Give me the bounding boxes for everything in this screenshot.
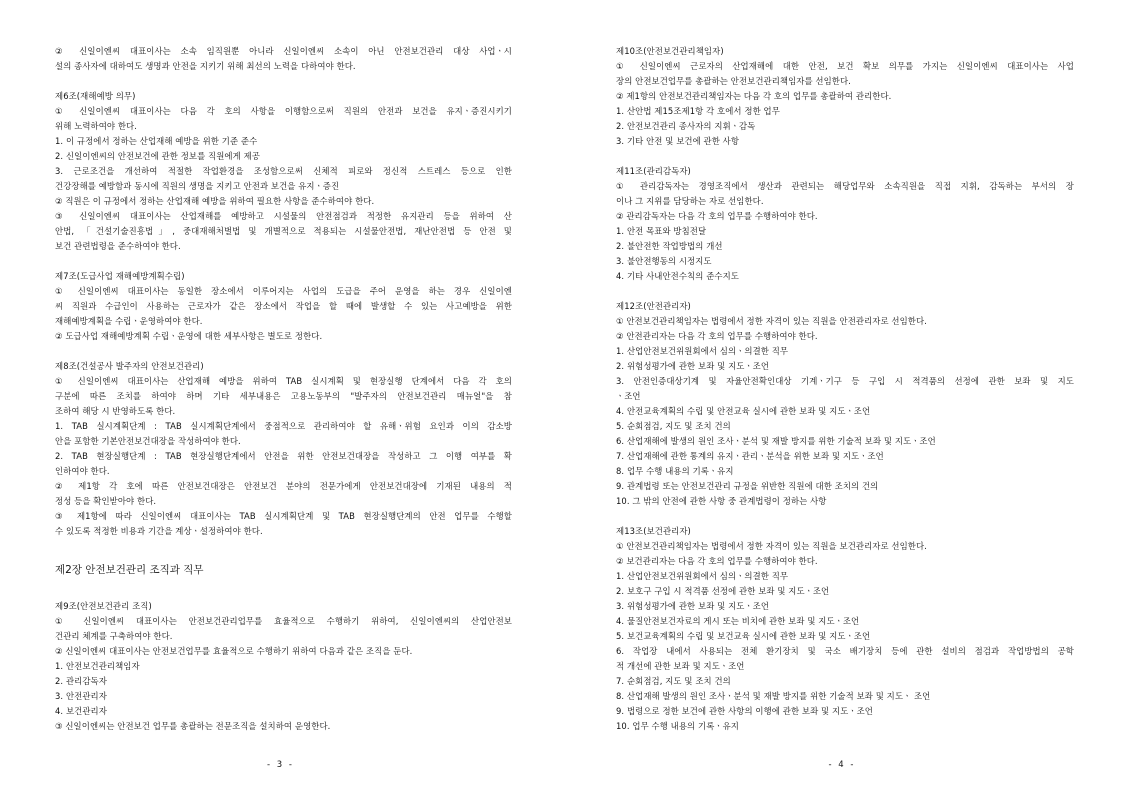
text-line: 인하여야 한다. — [55, 466, 110, 476]
text-line: 1. 산안법 제15조제1항 각 호에서 정한 업무 — [616, 106, 780, 116]
article-block — [55, 359, 512, 539]
text-line: 9. 법령으로 정한 보건에 관한 사항의 이행에 관한 보좌 및 지도ㆍ조언 — [616, 706, 873, 716]
text-line: 3. 안전인증대상기계 및 자율안전확인대상 기계ㆍ기구 등 구입 시 적격품의 선정에 관한 보좌 및 지도 — [616, 376, 1074, 386]
paragraph-gap — [55, 74, 512, 89]
text-line: 8. 업무 수행 내용의 기록ㆍ유지 — [616, 466, 734, 476]
text-line: ① 신일이엔씨 근로자의 산업재해에 대한 안전, 보건 확보 의무를 가지는 신일이엔씨 대표이사는 사업 — [616, 61, 1074, 71]
text-line: 2. 관리감독자 — [55, 676, 107, 686]
text-line: ① 신일이엔씨 대표이사는 안전보건관리업무를 효율적으로 수행하기 위하여, 신일이엔씨의 산업안전보 — [55, 616, 512, 626]
article-heading-line: 제11조(관리감독자) — [616, 166, 691, 176]
text-line: 1. TAB 실시계획단계 : TAB 실시계획단계에서 중점적으로 관리하여야 할 유해ㆍ위험 요인과 이의 감소방 — [55, 421, 512, 431]
text-line: 8. 산업재해 발생의 원인 조사ㆍ분석 및 재발 방지를 위한 기술적 보좌 및 지도ㆍ 조언 — [616, 691, 931, 701]
text-line: ① 신일이엔씨 대표이사는 산업재해 예방을 위하여 TAB 실시계획 및 현장실행 단계에서 다음 각 호의 — [55, 376, 512, 386]
text-line: 7. 산업재해에 관한 통계의 유지ㆍ관리ㆍ분석을 위한 보좌 및 지도ㆍ조언 — [616, 451, 884, 461]
text-line: ② 안전관리자는 다음 각 호의 업무를 수행하여야 한다. — [616, 331, 818, 341]
text-line: 2. 보호구 구입 시 적격품 선정에 관한 보좌 및 지도ㆍ조언 — [616, 586, 830, 596]
text-line: ② 직원은 이 규정에서 정하는 산업재해 예방을 위하여 필요한 사항을 준수하여야 한다. — [55, 196, 375, 206]
text-line: 3. 기타 안전 및 보건에 관한 사항 — [616, 136, 740, 146]
text-line: 4. 보건관리자 — [55, 706, 107, 716]
text-line: 3. 근로조건을 개선하여 적절한 작업환경을 조성함으로써 신체적 피로와 정신적 스트레스 등으로 인한 — [55, 166, 512, 176]
text-line: ① 신일이엔씨 대표이사는 동일한 장소에서 이루어지는 사업의 도급을 주어 운영을 하는 경우 신일이엔 — [55, 286, 512, 296]
text-line: 2. TAB 현장실행단계 : TAB 현장실행단계에서 안전을 위한 안전보건대장을 작성하고 그 이행 여부를 확 — [55, 451, 512, 461]
left-page-content — [55, 44, 512, 734]
text-line: 설의 종사자에 대하여도 생명과 안전을 지키기 위해 최선의 노력을 다하여야 한다. — [55, 61, 356, 71]
article-block — [616, 524, 1074, 734]
paragraph-gap — [55, 254, 512, 269]
article-block — [616, 299, 1074, 509]
text-line: 안법, 「건설기술진흥법」, 중대재해처벌법 및 개별적으로 적용되는 시설물안전법, 재난안전법 등 안전 및 — [55, 226, 512, 236]
text-line: 4. 안전교육계획의 수립 및 안전교육 실시에 관한 보좌 및 지도ㆍ조언 — [616, 406, 871, 416]
text-line: 5. 보건교육계획의 수립 및 보건교육 실시에 관한 보좌 및 지도ㆍ조언 — [616, 631, 871, 641]
paragraph-gap — [616, 509, 1074, 524]
article-block — [616, 44, 1074, 149]
text-line: ② 보건관리자는 다음 각 호의 업무를 수행하여야 한다. — [616, 556, 818, 566]
text-line: 조하여 해당 시 반영하도록 한다. — [55, 406, 176, 416]
text-line: 5. 순회점검, 지도 및 조치 건의 — [616, 421, 731, 431]
article-block — [55, 599, 512, 734]
article-heading-line: 제12조(안전관리자) — [616, 301, 691, 311]
paragraph-gap — [616, 149, 1074, 164]
text-line: 7. 순회점검, 지도 및 조치 건의 — [616, 676, 731, 686]
text-line: 정성 등을 확인받아야 한다. — [55, 496, 157, 506]
article-block — [55, 269, 512, 344]
right-page — [561, 0, 1123, 794]
text-line: 재해예방계획을 수립ㆍ운영하여야 한다. — [55, 316, 203, 326]
text-line: 1. 이 규정에서 정하는 산업재해 예방을 위한 기준 준수 — [55, 136, 258, 146]
text-line: 구분에 따른 조치를 하여야 하며 기타 세부내용은 고용노동부의 "발주자의 안전보건관리 매뉴얼"을 참 — [55, 391, 512, 401]
text-line: ② 제1항의 안전보건관리책임자는 다음 각 호의 업무를 총괄하여 관리한다. — [616, 91, 892, 101]
paragraph-gap — [55, 584, 512, 599]
paragraph-gap — [616, 284, 1074, 299]
article-heading-line: 제6조(재해예방 의무) — [55, 91, 136, 101]
text-line: 6. 산업재해에 발생의 원인 조사ㆍ분석 및 재발 방지를 위한 기술적 보좌 및 지도ㆍ조언 — [616, 436, 936, 446]
text-line: 4. 기타 사내안전수칙의 준수지도 — [616, 271, 739, 281]
text-line: ① 신일이엔씨 대표이사는 다음 각 호의 사항을 이행함으로써 직원의 안전과 보건을 유지ㆍ증진시키기 — [55, 106, 512, 116]
text-line: 위해 노력하여야 한다. — [55, 121, 137, 131]
text-line: 씨 직원과 수급인이 사용하는 근로자가 같은 장소에서 작업을 할 때에 발생할 수 있는 사고예방을 위한 — [55, 301, 512, 311]
paragraph-gap — [55, 539, 512, 554]
text-line: ③ 신일이엔씨는 안전보건 업무를 총괄하는 전문조직을 설치하여 운영한다. — [55, 721, 331, 731]
article-heading-line: 제13조(보건관리자) — [616, 526, 691, 536]
text-line: 3. 불안전행동의 시정지도 — [616, 256, 712, 266]
text-line: ③ 제1항에 따라 신일이엔씨 대표이사는 TAB 실시계획단계 및 TAB 현장실행단계의 안전 업무를 수행할 — [55, 511, 512, 521]
text-line: 1. 안전 목표와 방침전달 — [616, 226, 707, 236]
article-block — [55, 44, 512, 74]
article-heading-line: 제7조(도급사업 재해예방계획수립) — [55, 271, 185, 281]
right-page-content — [616, 44, 1074, 734]
article-heading-line: 제8조(건설공사 발주자의 안전보건관리) — [55, 361, 204, 371]
text-line: ㆍ조언 — [616, 391, 641, 401]
text-line: ② 관리감독자는 다음 각 호의 업무를 수행하여야 한다. — [616, 211, 818, 221]
text-line: 10. 업무 수행 내용의 기록ㆍ유지 — [616, 721, 739, 731]
article-block — [616, 164, 1074, 284]
text-line: 보건 관련법령을 준수하여야 한다. — [55, 241, 181, 251]
text-line: ① 안전보건관리책임자는 법령에서 정한 자격이 있는 직원을 안전관리자로 선임한다. — [616, 316, 927, 326]
text-line: ② 신일이엔씨 대표이사는 안전보건업무를 효율적으로 수행하기 위하여 다음과 같은 조직을 둔다. — [55, 646, 413, 656]
text-line: 제10조(안전보건관리책임자) — [616, 46, 724, 56]
article-heading-line: 제9조(안전보건관리 조직) — [55, 601, 152, 611]
text-line: 수 있도록 적정한 비용과 기간을 계상ㆍ설정하여야 한다. — [55, 526, 263, 536]
article-block — [55, 89, 512, 254]
text-line: 적 개선에 관한 보좌 및 지도ㆍ조언 — [616, 661, 745, 671]
text-line: 2. 불안전한 작업방법의 개선 — [616, 241, 723, 251]
text-line: ② 신일이엔씨 대표이사는 소속 임직원뿐 아니라 신일이엔씨 소속이 아닌 안전보건관리 대상 사업ㆍ시 — [55, 46, 512, 56]
text-line: 2. 신일이엔씨의 안전보건에 관한 정보를 직원에게 제공 — [55, 151, 260, 161]
text-line: 안을 포함한 기본안전보건대장을 작성하여야 한다. — [55, 436, 241, 446]
text-line: 건강장해를 예방함과 동시에 직원의 생명을 지키고 안전과 보건을 유지ㆍ증진 — [55, 181, 340, 191]
text-line: ① 관리감독자는 경영조직에서 생산과 관련되는 해당업무와 소속직원을 직접 지휘, 감독하는 부서의 장 — [616, 181, 1074, 191]
page-number: - 4 - — [828, 760, 856, 770]
text-line: 4. 물질안전보건자료의 게시 또는 비치에 관한 보좌 및 지도ㆍ조언 — [616, 616, 860, 626]
text-line: 3. 안전관리자 — [55, 691, 107, 701]
text-line: 1. 안전보건관리책임자 — [55, 661, 140, 671]
text-line: 1. 산업안전보건위원회에서 심의ㆍ의결한 직무 — [616, 346, 789, 356]
text-line: 장의 안전보건업무를 총괄하는 안전보건관리책임자를 선임한다. — [616, 76, 851, 86]
page-number: - 3 - — [267, 760, 294, 770]
text-line: 건관리 체계를 구축하여야 한다. — [55, 631, 173, 641]
text-line: 이나 그 지위를 담당하는 자로 선임한다. — [616, 196, 764, 206]
text-line: 9. 관계법령 또는 안전보건관리 규정을 위반한 직원에 대한 조치의 건의 — [616, 481, 879, 491]
left-page — [0, 0, 561, 794]
text-line: 2. 위험성평가에 관한 보좌 및 지도ㆍ조언 — [616, 361, 770, 371]
text-line: 10. 그 밖의 안전에 관한 사항 중 관계법령이 정하는 사항 — [616, 496, 827, 506]
text-line: 3. 위험성평가에 관한 보좌 및 지도ㆍ조언 — [616, 601, 770, 611]
text-line: 6. 작업장 내에서 사용되는 전체 환기장치 및 국소 배기장치 등에 관한 설비의 점검과 작업방법의 공학 — [616, 646, 1074, 656]
text-line: 1. 산업안전보건위원회에서 심의ㆍ의결한 직무 — [616, 571, 789, 581]
text-line: 2. 안전보건관리 종사자의 지휘ㆍ감독 — [616, 121, 756, 131]
text-line: ① 안전보건관리책임자는 법령에서 정한 자격이 있는 직원을 보건관리자로 선임한다. — [616, 541, 927, 551]
text-line: ③ 신일이엔씨 대표이사는 산업재해를 예방하고 시설물의 안전점검과 적정한 유지관리 등을 위하여 산 — [55, 211, 512, 221]
paragraph-gap — [55, 344, 512, 359]
text-line: ② 제1항 각 호에 따른 안전보건대장은 안전보건 분야의 전문가에게 안전보건대장에 기재된 내용의 적 — [55, 481, 512, 491]
chapter-heading: 제2장 안전보건관리 조직과 직무 — [55, 564, 204, 576]
text-line: ② 도급사업 재해예방계획 수립ㆍ운영에 대한 세부사항은 별도로 정한다. — [55, 331, 323, 341]
